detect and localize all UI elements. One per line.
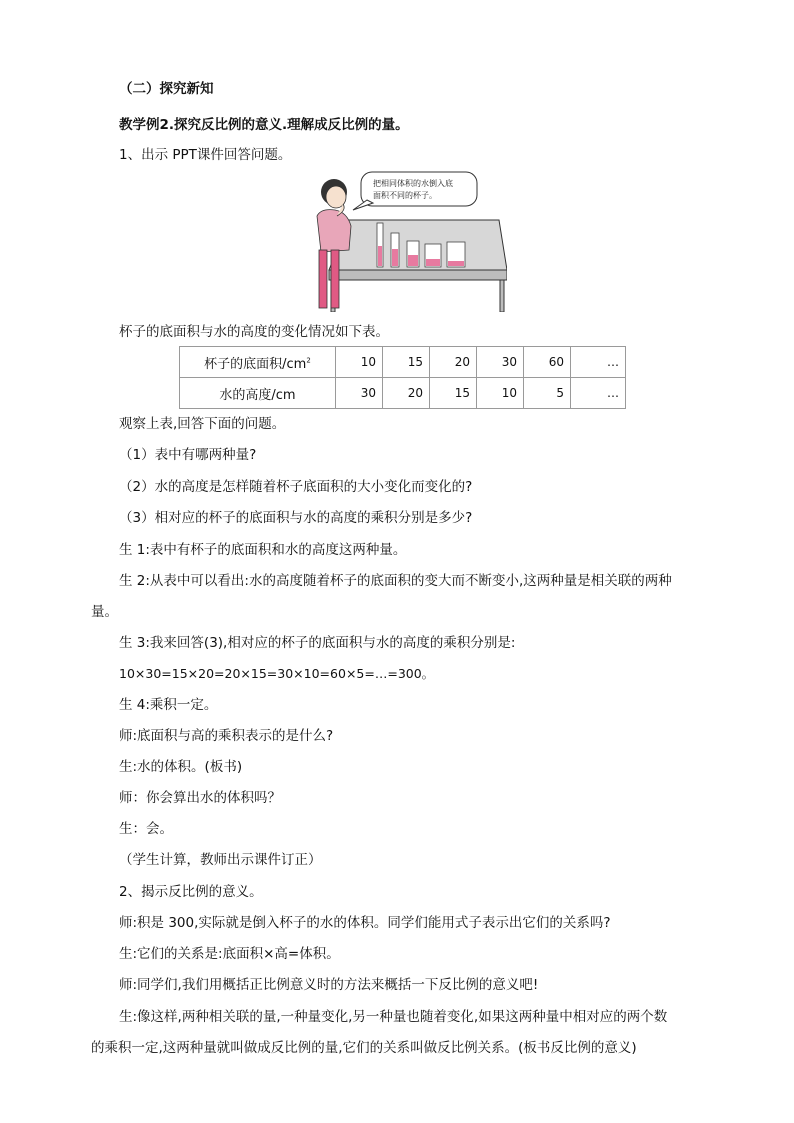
table-cell: 30 xyxy=(336,378,383,409)
table-cell: … xyxy=(571,378,626,409)
table-cell: 20 xyxy=(430,347,477,378)
table-cell: 15 xyxy=(383,347,430,378)
table-cell: 30 xyxy=(477,347,524,378)
body-line: 生:像这样,两种相关联的量,一种量变化,另一种量也随着变化,如果这两种量中相对应的两个数 xyxy=(119,1009,668,1025)
boy-shirt xyxy=(317,210,351,252)
body-line: 师:底面积与高的乘积表示的是什么? xyxy=(119,728,334,744)
question-2: （2）水的高度是怎样随着杯子底面积的大小变化而变化的? xyxy=(119,479,473,495)
body-line: 师:同学们,我们用概括正比例意义时的方法来概括一下反比例的意义吧! xyxy=(119,977,539,993)
boy-with-cups-illustration xyxy=(307,170,507,312)
section-title: （二）探究新知 xyxy=(119,81,214,97)
body-line: 生：会。 xyxy=(119,821,173,837)
body-line: 生 1:表中有杯子的底面积和水的高度这两种量。 xyxy=(119,542,407,558)
speech-line-2: 面积不同的杯子。 xyxy=(373,191,437,200)
equation-line: 10×30=15×20=20×15=30×10=60×5=…=300。 xyxy=(119,666,435,681)
question-3: （3）相对应的杯子的底面积与水的高度的乘积分别是多少? xyxy=(119,510,473,526)
question-1: （1）表中有哪两种量? xyxy=(119,447,257,463)
table-cell: 60 xyxy=(524,347,571,378)
body-line: 生 3:我来回答(3),相对应的杯子的底面积与水的高度的乘积分别是: xyxy=(119,635,516,651)
body-line: 师：你会算出水的体积吗？ xyxy=(119,790,281,806)
body-line: 观察上表,回答下面的问题。 xyxy=(119,416,286,432)
row-header-water-height: 水的高度/cm xyxy=(180,378,336,409)
table-cell: 10 xyxy=(477,378,524,409)
table-cell: … xyxy=(571,347,626,378)
boy-leg-left xyxy=(319,250,327,308)
body-line: 生 4:乘积一定。 xyxy=(119,697,218,713)
body-line: 生:它们的关系是:底面积×高=体积。 xyxy=(119,946,340,962)
body-line: 师:积是 300,实际就是倒入杯子的水的体积。同学们能用式子表示出它们的关系吗? xyxy=(119,915,611,931)
step-1-text: 1、出示 PPT课件回答问题。 xyxy=(119,147,292,163)
body-line: 生 2:从表中可以看出:水的高度随着杯子的底面积的变大而不断变小,这两种量是相关联的两种 xyxy=(119,573,672,589)
body-line: 的乘积一定,这两种量就叫做成反比例的量,它们的关系叫做反比例关系。(板书反比例的意义) xyxy=(91,1040,637,1056)
body-line: 量。 xyxy=(91,604,118,620)
step-2-text: 2、揭示反比例的意义。 xyxy=(119,884,263,900)
body-line: 生:水的体积。(板书) xyxy=(119,759,243,775)
table-intro: 杯子的底面积与水的高度的变化情况如下表。 xyxy=(119,324,389,340)
row-header-base-area: 杯子的底面积$/cm^2$ xyxy=(180,347,336,378)
table-cell: 20 xyxy=(383,378,430,409)
speech-line-1: 把相同体积的水倒入底 xyxy=(373,179,453,188)
table-cell: 10 xyxy=(336,347,383,378)
table-row xyxy=(180,347,626,378)
table-cell: 5 xyxy=(524,378,571,409)
boy-leg-right xyxy=(331,250,339,308)
body-line: （学生计算，教师出示课件订正） xyxy=(119,852,322,868)
table-cell: 15 xyxy=(430,378,477,409)
speech-bubble xyxy=(361,172,477,206)
table-row xyxy=(180,378,626,409)
data-table xyxy=(179,346,626,409)
example-title: 教学例2.探究反比例的意义.理解成反比例的量。 xyxy=(119,117,409,133)
